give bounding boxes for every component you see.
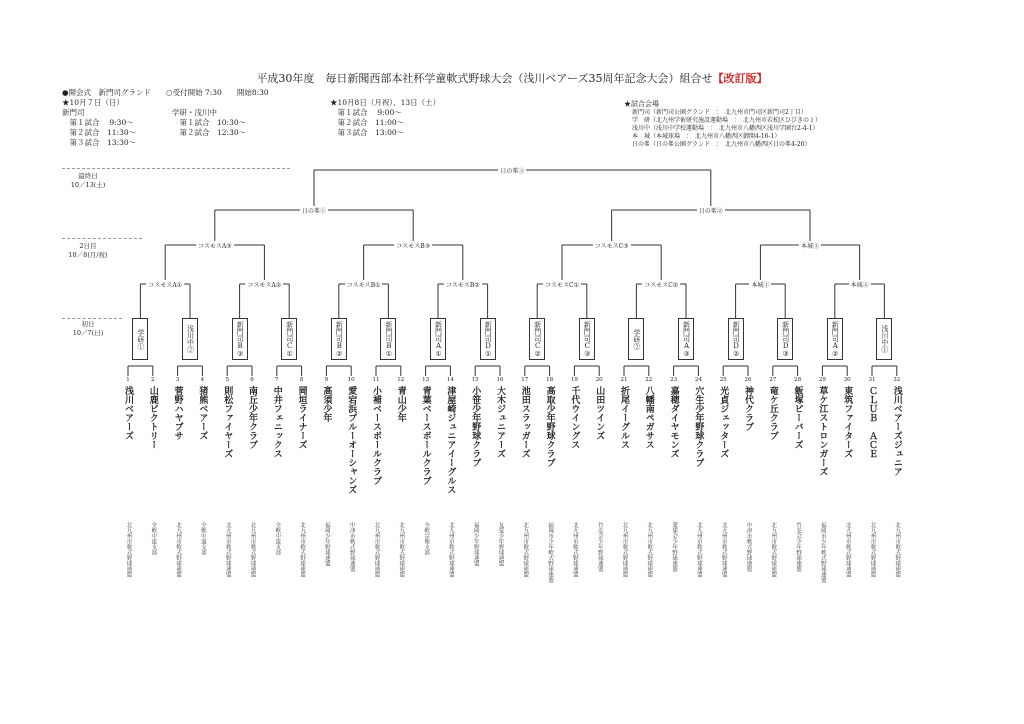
team-number: 5 [225, 377, 229, 383]
day1-title: ★10月７日（日） [62, 98, 125, 107]
team-league: 友愛少年野球連盟 [497, 522, 504, 566]
team-name: 池田スラッガーズ [519, 386, 530, 458]
team-name: 草ケ江ストロンガーズ [817, 386, 828, 476]
match-box: 新門司B③ [232, 318, 248, 360]
team-league: 北九州市軟式野球連盟 [522, 522, 529, 577]
quarter-label: コスモスC③ [594, 243, 629, 250]
team-league: 北九州市軟式野球連盟 [373, 522, 380, 577]
team-number: 7 [275, 377, 279, 383]
team-number: 8 [299, 377, 304, 383]
team-name: 飯塚ビーバーズ [792, 386, 803, 449]
match-box: 浅川中① [876, 318, 892, 360]
team-name: 山鹿ビクトリー [147, 386, 158, 449]
team-name: 則松ファイヤーズ [222, 386, 233, 458]
team-number: 1 [126, 377, 130, 383]
team-name: 神代クラブ [743, 386, 753, 431]
team-number: 23 [670, 377, 678, 383]
r16-label: コスモスB① [346, 282, 381, 289]
team-number: 16 [496, 377, 504, 383]
venues-list: 新門司（新門司公園グランド ： 北九州市門司区新門司2丁目） 学 研（北九州学術研究施設運動場 ： 北九州市若松区ひびきの１） 浅川中（浅川中学校運動場 ： 北九州市八幡西区浅川学園台2-4-1） 本 城（本城球場 ： 北九州市八幡西区御開4-16-1） 日の峯（日の峯公園グランド ： 北九州市八幡西区日の峯4-20） [632, 109, 822, 148]
team-league: 北九州市軟式野球連盟 [695, 522, 702, 577]
r16-label: 本城② [850, 282, 869, 289]
quarter-label: コスモスA③ [197, 243, 232, 250]
team-number: 26 [744, 377, 752, 383]
team-league: 福岡市少年軟式野球連盟 [819, 522, 826, 583]
team-number: 24 [694, 377, 702, 383]
team-number: 2 [151, 377, 155, 383]
team-league: 北九州市軟式野球連盟 [125, 522, 132, 577]
match-box: 新門司B① [380, 318, 396, 360]
day2-schedule: 第１試合 9:00〜 第２試合 11:00〜 第３試合 13:00〜 [337, 108, 405, 137]
team-name: 大木ジュニアーズ [495, 386, 505, 458]
team-name: 浅川ベアーズジュニア [891, 386, 902, 476]
match-box: 新門司A③ [678, 318, 694, 360]
team-league: 全軟中遠支部 [199, 522, 206, 555]
team-name: 嘉穂ダイヤモンズ [668, 386, 679, 458]
team-number: 25 [719, 377, 727, 383]
team-number: 18 [546, 377, 554, 383]
match-box: 新門司C① [281, 318, 297, 360]
team-league: 全軟中遠支部 [150, 522, 157, 555]
team-league: 北九州市軟式野球連盟 [249, 522, 256, 577]
team-number: 32 [893, 377, 901, 383]
team-number: 3 [175, 377, 180, 383]
team-name: 八幡南ペガサス [643, 386, 654, 449]
venues-title: ★試合会場 [624, 100, 659, 108]
team-league: 北九州市軟式野球連盟 [621, 522, 628, 577]
quarter-label: 本城③ [800, 243, 820, 250]
team-name: 中井フェニックス [271, 386, 282, 458]
team-number: 6 [250, 377, 254, 383]
team-league: 竹友会少年野球連盟 [596, 522, 603, 572]
match-box: 新門司D① [480, 318, 496, 360]
team-name: 高須少年 [321, 386, 332, 422]
team-league: 福岡少年野球連盟 [472, 522, 479, 566]
team-number: 21 [620, 377, 628, 383]
r16-label: コスモスA① [148, 282, 183, 289]
r16-label: 本城① [751, 282, 770, 289]
team-name: 光貞ジェッターズ [718, 386, 729, 458]
team-name: 小補ベースボールクラブ [371, 386, 381, 485]
team-league: 北九州市軟式野球連盟 [398, 522, 405, 577]
semi-label: 日の峯① [301, 208, 327, 215]
match-box: 学研② [628, 318, 644, 360]
team-number: 29 [818, 377, 826, 383]
team-name: 東筑ファイターズ [842, 386, 853, 458]
team-number: 20 [595, 377, 603, 383]
team-name: 高取少年野球クラブ [544, 386, 555, 467]
team-number: 11 [372, 377, 380, 383]
team-name: 折尾イーグルス [619, 386, 629, 449]
team-league: 愛球会少年野球連盟 [671, 522, 678, 572]
team-name: 青山少年 [395, 386, 406, 422]
r16-label: コスモスC② [644, 282, 679, 289]
team-league: 全軟宗像支部 [423, 522, 430, 555]
team-name: 千代ウイングス [569, 386, 580, 449]
team-league: 北九州市軟式野球連盟 [224, 522, 231, 577]
title-text: 平成30年度 毎日新聞西部本社杯学童軟式野球大会（浅川ベアーズ35周年記念大会）組合せ [256, 72, 713, 85]
team-league: 福岡市少年軟式野球連盟 [547, 522, 554, 583]
revision-badge: 【改訂版】 [712, 72, 768, 85]
team-league: 北九州市軟式野球連盟 [869, 522, 876, 577]
match-box: 学研① [132, 318, 148, 360]
day1-schedule-shinmoji: 新門司 第１試合 9:30〜 第２試合 11:30〜 第３試合 13:30〜 [62, 108, 137, 147]
team-name: 菅野ハヤブサ [172, 386, 183, 440]
team-number: 10 [347, 377, 355, 383]
team-number: 22 [645, 377, 653, 383]
team-name: 浅川ベアーズ [123, 386, 133, 440]
team-number: 14 [446, 377, 454, 383]
team-league: 北九州市軟式野球連盟 [175, 522, 182, 577]
team-number: 28 [794, 377, 802, 383]
team-league: 竹友会少年野球連盟 [795, 522, 802, 572]
team-name: 小笹少年野球クラブ [470, 386, 481, 467]
semi-label: 日の峯② [698, 208, 723, 215]
match-box: 新門司C③ [579, 318, 595, 360]
team-name: 南丘少年クラブ [247, 386, 257, 449]
team-number: 27 [769, 377, 777, 383]
row-label-day1: 初日 10／7(日) [72, 320, 104, 337]
team-number: 19 [570, 377, 578, 383]
team-name: 青葉ベースボールクラブ [420, 386, 431, 485]
team-name: 愛宕浜ブルーオーシャンズ [346, 386, 357, 494]
opening-info: ●開会式 新門司グランド ○受付開始 7:30 開始8:30 [62, 88, 269, 97]
team-name: 津屋崎ジュニアイーグルス [445, 386, 456, 494]
team-number: 31 [868, 377, 876, 383]
match-box: 浅川中② [182, 318, 198, 360]
team-league: 北九州市軟式野球連盟 [571, 522, 578, 577]
team-number: 30 [843, 377, 851, 383]
team-name: 竜ケ丘クラブ [767, 386, 778, 440]
team-league: 中津市軟式野球連盟 [348, 522, 355, 572]
final-label: 日の峯③ [500, 168, 525, 175]
team-league: 福岡少年野球連盟 [323, 522, 330, 566]
team-league: 北九州市軟式野球連盟 [770, 522, 777, 577]
team-number: 17 [521, 377, 529, 383]
team-league: 北九州市軟式野球連盟 [646, 522, 653, 577]
r16-label: コスモスB② [445, 282, 480, 289]
team-name: 猪熊ベアーズ [197, 386, 208, 440]
match-box: 新門司D② [728, 318, 744, 360]
team-name: ＣＬＵＢ ＡＣＥ [867, 386, 877, 458]
row-label-day2: 2日目 10／8(月/祝) [68, 242, 108, 259]
team-number: 15 [471, 377, 479, 383]
row-label-final: 最終日 10／13(土) [70, 172, 106, 189]
team-league: 全軟中遠支部 [274, 522, 281, 555]
r16-label: コスモスC① [545, 282, 579, 289]
match-box: 新門司B② [331, 318, 347, 360]
team-league: 北九州市軟式野球連盟 [720, 522, 727, 577]
team-league: 北九州市軟式野球連盟 [894, 522, 901, 577]
r16-label: コスモスA② [247, 282, 282, 289]
match-box: 新門司C② [529, 318, 545, 360]
team-name: 山田ツインズ [594, 386, 605, 440]
team-league: 中津市軟式野球連盟 [745, 522, 752, 572]
team-name: 岡垣ライナーズ [296, 386, 307, 449]
team-number: 13 [422, 377, 430, 383]
match-box: 新門司A② [827, 318, 843, 360]
day1-schedule-gakken: 学研・浅川中 第１試合 10:30〜 第２試合 12:30〜 [172, 108, 247, 137]
team-number: 9 [324, 377, 329, 383]
team-number: 4 [200, 377, 205, 383]
team-name: 穴生少年野球クラブ [693, 386, 704, 467]
quarter-label: コスモスB③ [396, 243, 431, 250]
match-box: 新門司D③ [777, 318, 793, 360]
team-league: 北九州市軟式野球連盟 [299, 522, 306, 577]
day2-title: ★10月8日（月祝）、13日（土） [330, 98, 441, 107]
team-number: 12 [397, 377, 405, 383]
team-league: 北九州市軟式野球連盟 [844, 522, 851, 577]
match-box: 新門司A① [430, 318, 446, 360]
team-league: 北九州市軟式野球連盟 [447, 522, 454, 577]
